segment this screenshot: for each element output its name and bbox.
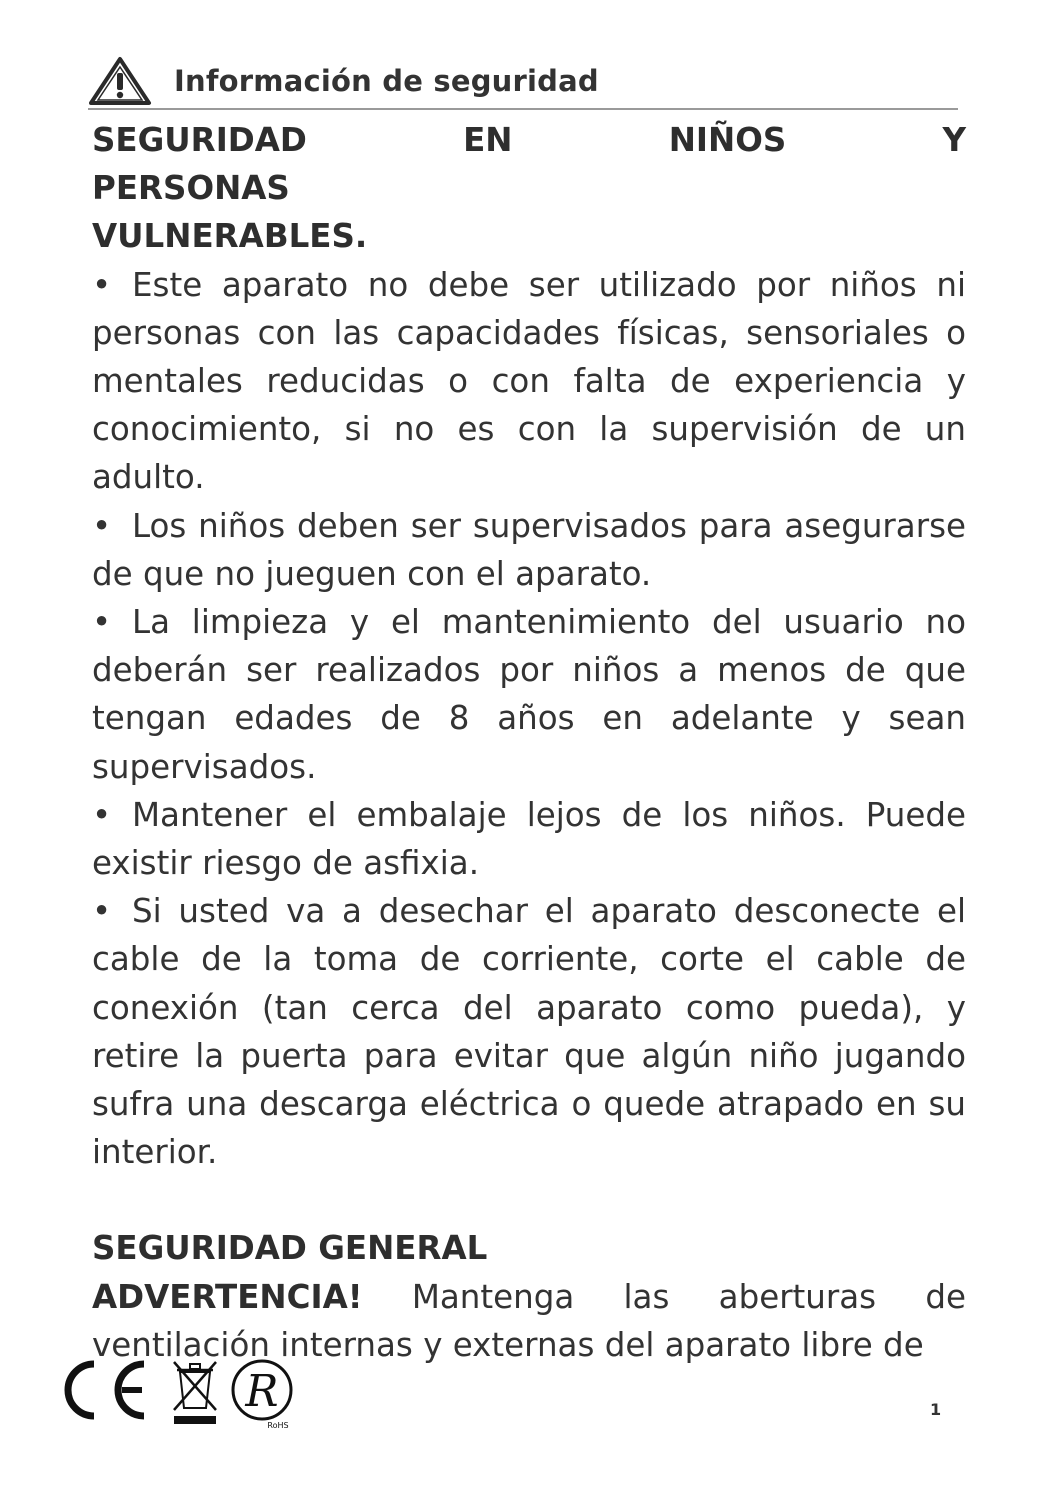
rohs-label: RoHS [267, 1421, 289, 1430]
section-spacer [92, 1176, 966, 1224]
section-heading-children: SEGURIDAD EN NIÑOS Y PERSONAS [92, 121, 966, 208]
weee-bin-icon [174, 1362, 216, 1424]
rohs-letter: R [245, 1366, 279, 1417]
rohs-icon [233, 1361, 291, 1430]
header-divider [88, 108, 958, 110]
section-heading-general: SEGURIDAD GENERAL [92, 1229, 488, 1268]
warning-text: Mantenga las aberturas de ventilación internas y externas del aparato libre de [92, 1277, 966, 1364]
bullet-marker: • [92, 506, 112, 545]
bullet-marker: • [92, 795, 112, 834]
bullet-text: Los niños deben ser supervisados para asegurarse de que no jueguen con el aparato. [92, 506, 966, 593]
bullet-paragraph [92, 261, 966, 502]
bullet-marker: • [92, 892, 112, 931]
bullet-text: La limpieza y el mantenimiento del usuario no deberán ser realizados por niños a menos de que tengan edades de 8 años en adelante y sean supervisados. [92, 603, 966, 786]
bullet-paragraph [92, 791, 966, 887]
ce-mark-icon [68, 1364, 144, 1416]
bullet-text: Si usted va a desechar el aparato desconecte el cable de la toma de corriente, corte el cable de conexión (tan cerca del aparato como pueda), y retire la puerta para evitar que algún niño jugando sufra una descarga eléctrica o quede atrapado en su interior. [92, 892, 966, 1172]
bullet-marker: • [92, 265, 112, 304]
section-header-title: Información de seguridad [174, 64, 599, 98]
page-number: 1 [930, 1400, 942, 1419]
bullet-text: Este aparato no debe ser utilizado por niños ni personas con las capacidades físicas, sensoriales o mentales reducidas o con falta de experiencia y conocimiento, si no es con la supervisión de un adulto. [92, 265, 966, 497]
section-heading-children-line2: VULNERABLES. [92, 217, 368, 256]
warning-triangle-icon [88, 56, 152, 106]
bullet-marker: • [92, 603, 112, 642]
warning-label: ADVERTENCIA! [92, 1277, 363, 1316]
bullet-paragraph [92, 598, 966, 791]
bullet-paragraph [92, 502, 966, 598]
bullet-text: Mantener el embalaje lejos de los niños. Puede existir riesgo de asfixia. [92, 795, 966, 883]
certification-logos [56, 1352, 306, 1432]
certification-logos-svg [56, 1352, 306, 1432]
bullet-paragraph [92, 887, 966, 1176]
section-header [88, 54, 958, 108]
document-body [92, 116, 966, 1369]
